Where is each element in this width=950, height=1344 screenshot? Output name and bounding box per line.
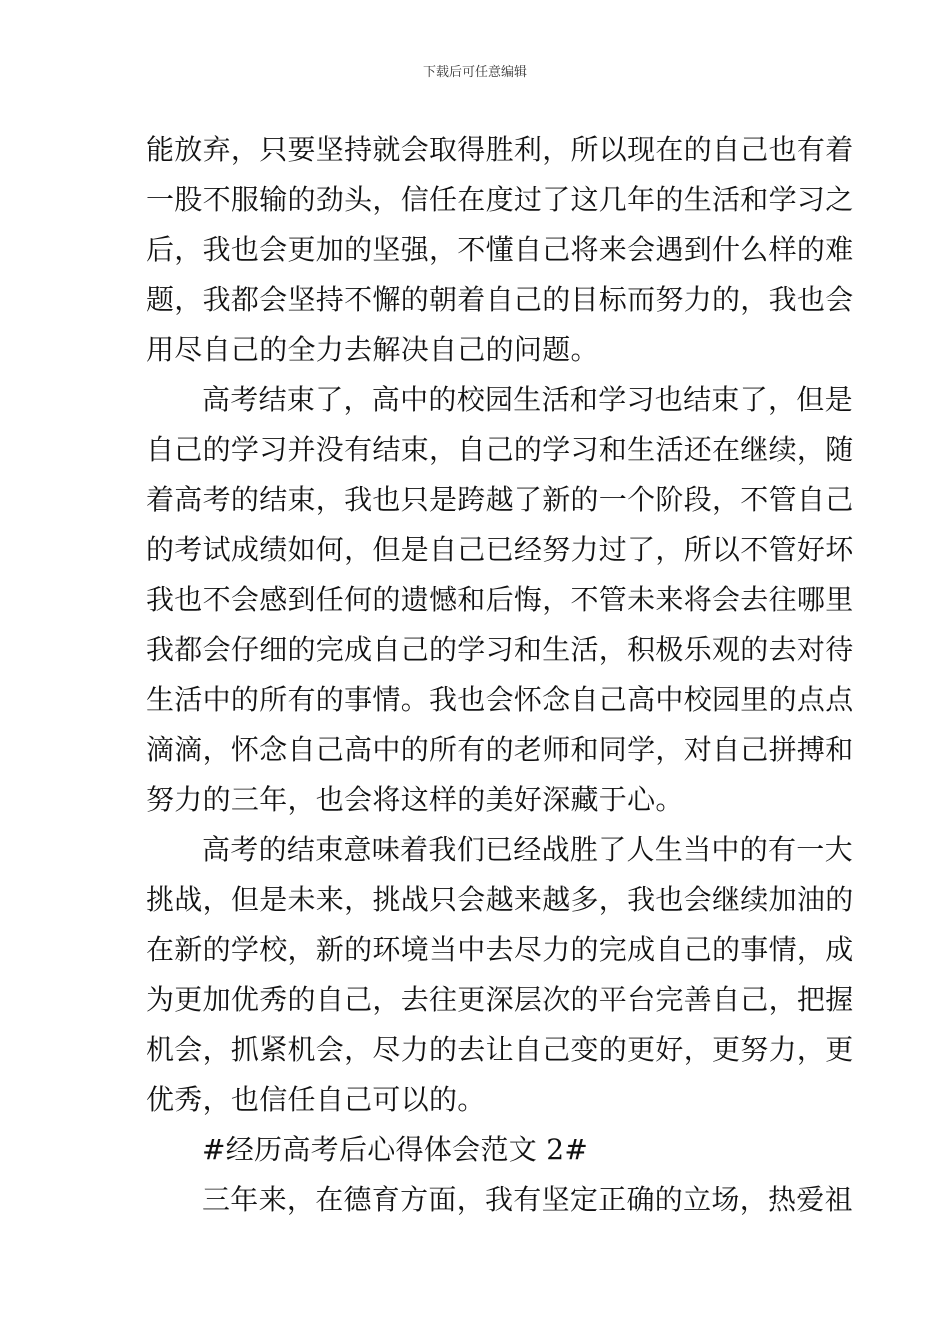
- text-line: 挑战，但是未来，挑战只会越来越多，我也会继续加油的: [146, 883, 854, 916]
- paragraph-2: [146, 375, 854, 825]
- text-line: 在新的学校，新的环境当中去尽力的完成自己的事情，成: [146, 933, 854, 966]
- text-line: 后，我也会更加的坚强，不懂自己将来会遇到什么样的难: [146, 233, 854, 266]
- text-line: 能放弃，只要坚持就会取得胜利，所以现在的自己也有着: [146, 133, 854, 166]
- text-line: 用尽自己的全力去解决自己的问题。: [146, 333, 599, 366]
- text-line: 高考结束了，高中的校园生活和学习也结束了，但是: [202, 383, 853, 416]
- text-line: 机会，抓紧机会，尽力的去让自己变的更好，更努力，更: [146, 1033, 854, 1066]
- text-line: 生活中的所有的事情。我也会怀念自己高中校园里的点点: [146, 683, 854, 716]
- section-heading-block: [146, 1125, 810, 1175]
- text-line: 我都会仔细的完成自己的学习和生活，积极乐观的去对待: [146, 633, 854, 666]
- text-line: 滴滴，怀念自己高中的所有的老师和同学，对自己拼搏和: [146, 733, 854, 766]
- text-line: 一股不服输的劲头，信任在度过了这几年的生活和学习之: [146, 183, 854, 216]
- text-line: 着高考的结束，我也只是跨越了新的一个阶段，不管自己: [146, 483, 854, 516]
- text-line: 三年来，在德育方面，我有坚定正确的立场，热爱祖: [202, 1183, 853, 1216]
- text-line: 题，我都会坚持不懈的朝着自己的目标而努力的，我也会: [146, 283, 854, 316]
- section-heading: #经历高考后心得体会范文 2#: [202, 1133, 589, 1166]
- paragraph-4: [146, 1175, 853, 1225]
- text-line: 优秀，也信任自己可以的。: [146, 1083, 486, 1116]
- text-line: 努力的三年，也会将这样的美好深藏于心。: [146, 783, 684, 816]
- text-line: 我也不会感到任何的遗憾和后悔，不管未来将会去往哪里: [146, 583, 854, 616]
- text-line: 为更加优秀的自己，去往更深层次的平台完善自己，把握: [146, 983, 854, 1016]
- paragraph-3: [146, 825, 854, 1125]
- page-header: 下载后可任意编辑: [422, 65, 527, 80]
- text-line: 高考的结束意味着我们已经战胜了人生当中的有一大: [202, 833, 853, 866]
- text-line: 的考试成绩如何，但是自己已经努力过了，所以不管好坏: [146, 533, 854, 566]
- document-body: [146, 125, 854, 1225]
- text-line: 自己的学习并没有结束，自己的学习和生活还在继续，随: [146, 433, 854, 466]
- paragraph-1: [146, 125, 854, 375]
